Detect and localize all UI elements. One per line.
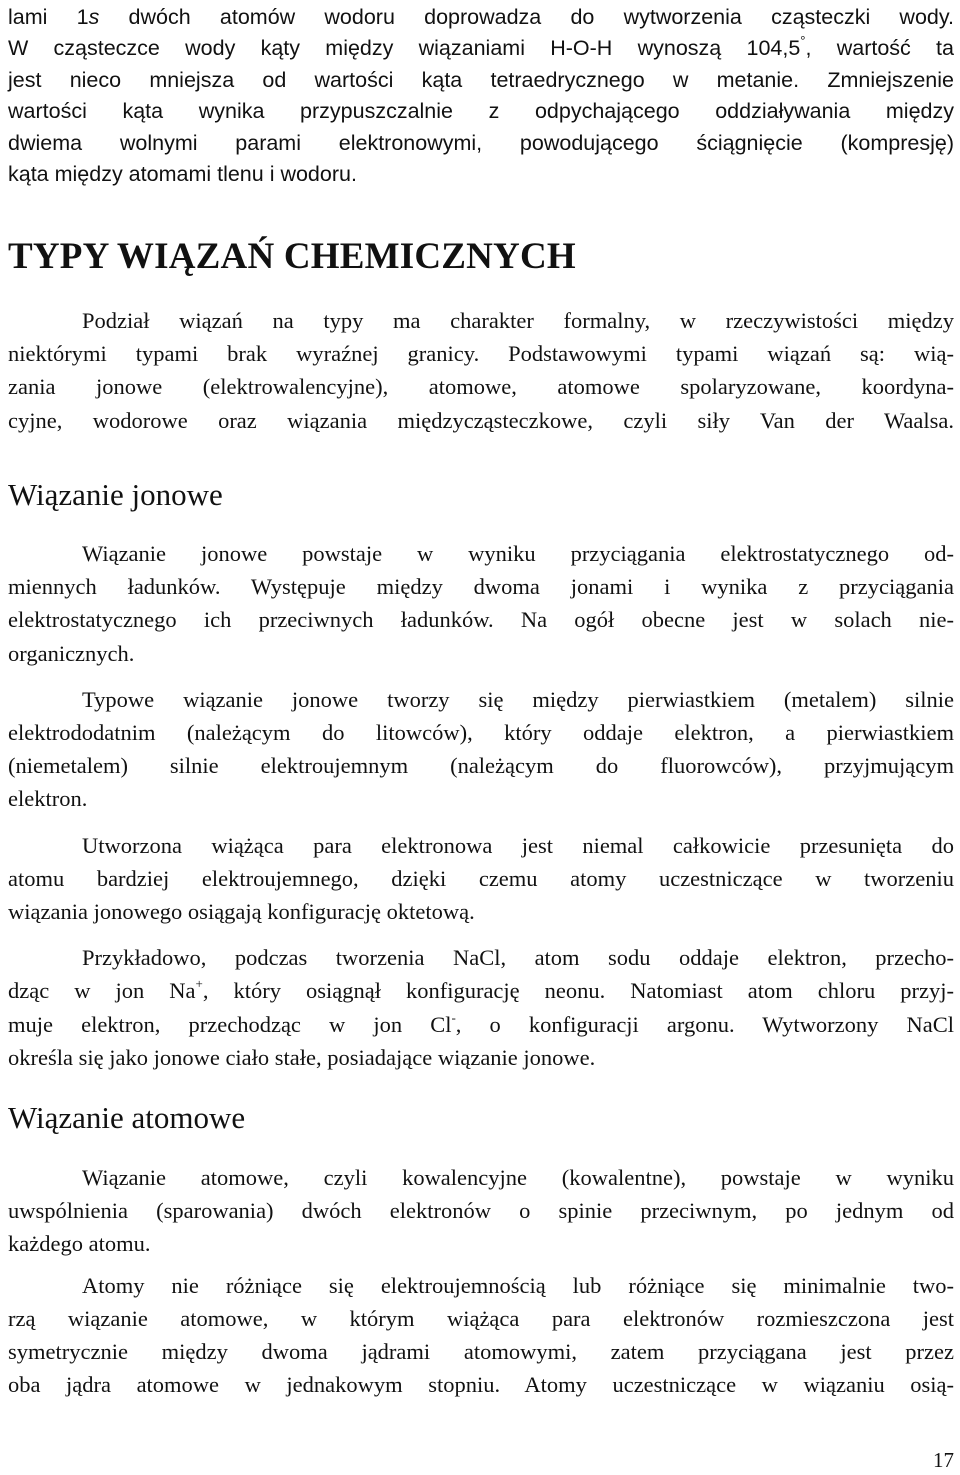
intro-line-4: wartości kąta wynika przypuszczalnie z odpychającego oddziaływania między	[8, 99, 954, 124]
text-line: Przykładowo, podczas tworzenia NaCl, atom sodu oddaje elektron, przecho-	[82, 945, 954, 971]
text-line: organicznych.	[8, 640, 135, 666]
section-ionic-bond	[8, 477, 954, 1074]
section-bond-types	[8, 237, 954, 437]
section-heading-bond-types: TYPY WIĄZAŃ CHEMICZNYCH	[8, 236, 576, 277]
text-line: każdego atomu.	[8, 1231, 151, 1257]
ionic-paragraph-3	[8, 829, 954, 929]
text-line: elektrododatnim (należącym do litowców), który oddaje elektron, a pierwiastkiem	[8, 720, 954, 746]
text-line: Podział wiązań na typy ma charakter formalny, w rzeczywistości między	[82, 308, 954, 333]
section-atomic-bond	[8, 1100, 954, 1401]
ionic-paragraph-4	[8, 941, 954, 1074]
text-line: atomu bardziej elektroujemnego, dzięki czemu atomy uczestniczące w tworzeniu	[8, 865, 954, 891]
text-line: muje elektron, przechodząc w jon Cl-, o konfiguracji argonu. Wytworzony NaCl	[8, 1009, 954, 1037]
text-line: zania jonowe (elektrowalencyjne), atomowe, atomowe spolaryzowane, koordyna-	[8, 374, 954, 400]
text-line: elektrostatycznego ich przeciwnych ładunków. Na ogół obecne jest w solach nie-	[8, 607, 954, 633]
text-line: rzą wiązanie atomowe, w którym wiążąca para elektronów rozmieszczona jest	[8, 1305, 954, 1331]
text-line: uwspólnienia (sparowania) dwóch elektronów o spinie przeciwnym, po jednym od	[8, 1198, 954, 1224]
text-line: Typowe wiązanie jonowe tworzy się między pierwiastkiem (metalem) silnie	[82, 686, 954, 712]
ionic-paragraph-1	[8, 537, 954, 670]
atomic-paragraph-2	[8, 1269, 954, 1402]
text-line: Wiązanie atomowe, czyli kowalencyjne (kowalentne), powstaje w wyniku	[82, 1165, 954, 1190]
ionic-paragraph-2	[8, 683, 954, 816]
text-line: określa się jako jonowe ciało stałe, posiadające wiązanie jonowe.	[8, 1044, 596, 1070]
text-line: Utworzona wiążąca para elektronowa jest niemal całkowicie przesunięta do	[82, 832, 954, 858]
intro-line-6: kąta między atomami tlenu i wodoru.	[8, 162, 357, 187]
intro-paragraph	[8, 2, 954, 190]
text-line: miennych ładunków. Występuje między dwoma jonami i wynika z przyciągania	[8, 574, 954, 600]
text-line: niektórymi typami brak wyraźnej granicy. Podstawowymi typami wiązań są: wią-	[8, 341, 954, 367]
page-number: 17	[933, 1448, 954, 1472]
text-line: Atomy nie różniące się elektroujemnością lub różniące się minimalnie two-	[82, 1272, 954, 1298]
text-line: cyjne, wodorowe oraz wiązania międzycząsteczkowe, czyli siły Van der Waalsa.	[8, 407, 954, 433]
intro-line-5: dwiema wolnymi parami elektronowymi, powodującego ściągnięcie (kompresję)	[8, 130, 954, 155]
intro-line-1: lami 1s dwóch atomów wodoru doprowadza do wytworzenia cząsteczki wody.	[8, 5, 955, 29]
section-heading-ionic-bond: Wiązanie jonowe	[8, 477, 223, 512]
text-line: wiązania jonowego osiągają konfigurację oktetową.	[8, 899, 475, 925]
atomic-paragraph-1	[8, 1161, 954, 1261]
text-line: oba jądra atomowe w jednakowym stopniu. Atomy uczestniczące w wiązaniu osią-	[8, 1372, 954, 1398]
text-line: Wiązanie jonowe powstaje w wyniku przyciągania elektrostatycznego od-	[82, 541, 954, 566]
text-line: elektron.	[8, 786, 88, 812]
intro-line-3: jest nieco mniejsza od wartości kąta tetraedrycznego w metanie. Zmniejszenie	[8, 67, 954, 92]
intro-line-2: W cząsteczce wody kąty między wiązaniami H-O-H wynoszą 104,5°, wartość ta	[8, 33, 954, 61]
bond-types-paragraph	[8, 304, 954, 437]
text-line: symetrycznie między dwoma jądrami atomowymi, zatem przyciągana jest przez	[8, 1339, 954, 1365]
text-line: (niemetalem) silnie elektroujemnym (należącym do fluorowców), przyjmującym	[8, 753, 954, 779]
section-heading-atomic-bond: Wiązanie atomowe	[8, 1100, 246, 1135]
text-line: dząc w jon Na+, który osiągnął konfigurację neonu. Natomiast atom chloru przyj-	[8, 976, 954, 1004]
